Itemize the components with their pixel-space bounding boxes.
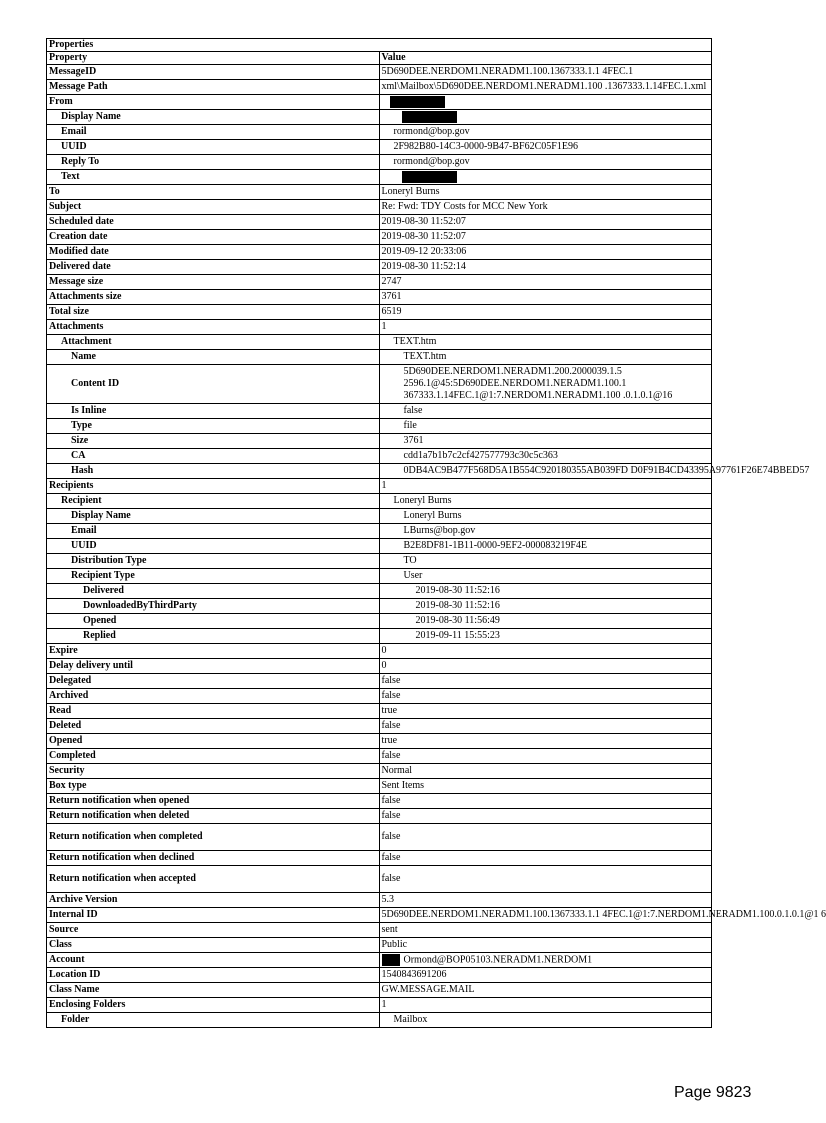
property-label: Total size [47, 305, 380, 320]
table-row [47, 230, 712, 245]
property-value-cell [379, 644, 712, 659]
table-row [47, 155, 712, 170]
table-row [47, 953, 712, 968]
property-value-cell [379, 80, 712, 95]
redaction-box [402, 171, 457, 183]
property-value-cell [379, 824, 712, 851]
property-value: false [381, 873, 401, 884]
table-row [47, 275, 712, 290]
property-value-cell [379, 779, 712, 794]
property-value: Ormond@BOP05103.NERADM1.NERDOM1 [403, 954, 593, 966]
property-value-cell [379, 734, 712, 749]
property-value-cell [379, 365, 712, 404]
property-value-cell [379, 614, 712, 629]
property-label: Return notification when accepted [47, 866, 380, 893]
property-label: Delegated [47, 674, 380, 689]
property-label: Enclosing Folders [47, 998, 380, 1013]
property-value-cell [379, 629, 712, 644]
property-value: Sent Items [381, 780, 424, 791]
table-row [47, 524, 712, 539]
property-value-cell [379, 464, 810, 479]
property-value: 2019-09-11 15:55:23 [415, 630, 500, 641]
property-value: Loneryl Burns [381, 186, 440, 197]
property-value: 2019-08-30 11:52:16 [415, 585, 500, 596]
property-value-cell [379, 893, 712, 908]
property-value: Mailbox [393, 1014, 428, 1025]
properties-table-body [47, 39, 826, 1028]
property-value: Normal [381, 765, 413, 776]
property-value: 5D690DEE.NERDOM1.NERADM1.200.2000039.1.5 2596.1@45:5D690DEE.NERDOM1.NERADM1.100.1 367333.1.14FEC.1@1:7.NERDOM1.NERADM1.100 .0.1.0.1@16 [403, 366, 673, 401]
property-label: Type [47, 419, 380, 434]
property-label: Delay delivery until [47, 659, 380, 674]
property-value: sent [381, 924, 398, 935]
property-value-cell [379, 554, 712, 569]
property-value-cell [379, 335, 712, 350]
property-label: Opened [47, 614, 380, 629]
property-value-cell [379, 938, 712, 953]
header-value: Value [379, 52, 712, 65]
property-label: Recipient [47, 494, 380, 509]
property-value: LBurns@bop.gov [403, 525, 476, 536]
property-value-cell [379, 923, 712, 938]
property-value-cell [379, 125, 712, 140]
table-row [47, 983, 712, 998]
table-row [47, 539, 712, 554]
property-label: Content ID [47, 365, 380, 404]
property-value: rormond@bop.gov [393, 126, 470, 137]
property-value: 0 [381, 645, 387, 656]
property-value: false [381, 720, 401, 731]
property-value-cell [379, 704, 712, 719]
table-row [47, 893, 712, 908]
table-row [47, 140, 712, 155]
property-value: false [381, 675, 401, 686]
property-label: Account [47, 953, 380, 968]
property-value: false [381, 852, 401, 863]
property-label: Expire [47, 644, 380, 659]
property-value: Re: Fwd: TDY Costs for MCC New York [381, 201, 548, 212]
property-value-cell [379, 245, 712, 260]
property-label: Archived [47, 689, 380, 704]
property-label: Return notification when deleted [47, 809, 380, 824]
property-value-cell [379, 140, 712, 155]
table-header-row [47, 52, 712, 65]
header-property: Property [47, 52, 380, 65]
property-value: TEXT.htm [403, 351, 447, 362]
property-value: GW.MESSAGE.MAIL [381, 984, 475, 995]
property-value-cell [379, 110, 712, 125]
property-value-cell [379, 305, 712, 320]
property-value: 2019-08-30 11:56:49 [415, 615, 500, 626]
property-value: file [403, 420, 417, 431]
property-label: Replied [47, 629, 380, 644]
property-value: 1540843691206 [381, 969, 447, 980]
table-row [47, 734, 712, 749]
table-row [47, 968, 712, 983]
property-label: Source [47, 923, 380, 938]
property-value-cell [379, 260, 712, 275]
property-value-cell [379, 569, 712, 584]
property-value-cell [379, 794, 712, 809]
property-value: xml\Mailbox\5D690DEE.NERDOM1.NERADM1.100 .1367333.1.14FEC.1.xml [381, 81, 707, 92]
property-value-cell [379, 983, 712, 998]
table-row [47, 509, 712, 524]
property-value: Loneryl Burns [393, 495, 452, 506]
table-row [47, 923, 712, 938]
property-label: MessageID [47, 65, 380, 80]
property-value: Public [381, 939, 408, 950]
table-row [47, 464, 712, 479]
property-value: 3761 [381, 291, 402, 302]
property-value: false [403, 405, 423, 416]
property-value-cell [379, 95, 712, 110]
property-label: Distribution Type [47, 554, 380, 569]
property-value-cell [379, 449, 712, 464]
property-value: 5D690DEE.NERDOM1.NERADM1.100.1367333.1.1 4FEC.1@1:7.NERDOM1.NERADM1.100.0.1.0.1@1 6 [381, 909, 826, 920]
property-label: Hash [47, 464, 380, 479]
property-value: TO [403, 555, 417, 566]
property-label: Attachments [47, 320, 380, 335]
property-value: rormond@bop.gov [393, 156, 470, 167]
property-value-cell [379, 719, 712, 734]
property-value: 0 [381, 660, 387, 671]
property-label: Recipient Type [47, 569, 380, 584]
table-row [47, 764, 712, 779]
property-label: Internal ID [47, 908, 380, 923]
table-row [47, 200, 712, 215]
property-value-cell [379, 764, 712, 779]
property-label: Class [47, 938, 380, 953]
table-row [47, 434, 712, 449]
property-value-cell [379, 809, 712, 824]
property-label: Attachment [47, 335, 380, 350]
property-label: Return notification when opened [47, 794, 380, 809]
table-row [47, 866, 712, 893]
table-row [47, 614, 712, 629]
property-value: true [381, 705, 398, 716]
table-row [47, 629, 712, 644]
table-row [47, 404, 712, 419]
table-row [47, 80, 712, 95]
property-label: Display Name [47, 110, 380, 125]
table-row [47, 95, 712, 110]
property-label: UUID [47, 140, 380, 155]
property-label: Text [47, 170, 380, 185]
property-label: Delivered [47, 584, 380, 599]
table-row [47, 584, 712, 599]
table-row [47, 704, 712, 719]
property-label: From [47, 95, 380, 110]
property-value: false [381, 750, 401, 761]
property-label: Return notification when declined [47, 851, 380, 866]
property-label: Creation date [47, 230, 380, 245]
property-value-cell [379, 434, 712, 449]
property-value-cell [379, 998, 712, 1013]
property-label: Opened [47, 734, 380, 749]
property-value-cell [379, 968, 712, 983]
property-value-cell [379, 320, 712, 335]
property-value-cell [379, 584, 712, 599]
property-value-cell [379, 404, 712, 419]
property-value-cell [379, 749, 712, 764]
property-value-cell [379, 185, 712, 200]
property-value: 1 [381, 999, 387, 1010]
property-value: 2019-08-30 11:52:07 [381, 231, 466, 242]
property-value: 2F982B80-14C3-0000-9B47-BF62C05F1E96 [393, 141, 578, 152]
property-label: Name [47, 350, 380, 365]
property-label: Display Name [47, 509, 380, 524]
property-value-cell [379, 659, 712, 674]
property-label: Completed [47, 749, 380, 764]
property-value-cell [379, 674, 712, 689]
property-value-cell [379, 494, 712, 509]
table-row [47, 794, 712, 809]
table-row [47, 494, 712, 509]
table-row [47, 908, 712, 923]
property-label: Message Path [47, 80, 380, 95]
property-value-cell [379, 275, 712, 290]
table-title: Properties [47, 39, 712, 52]
property-value: 5.3 [381, 894, 394, 905]
property-label: Return notification when completed [47, 824, 380, 851]
property-value-cell [379, 524, 712, 539]
redaction-box [382, 954, 400, 966]
property-value-cell [379, 509, 712, 524]
property-value-cell [379, 479, 712, 494]
property-label: Attachments size [47, 290, 380, 305]
property-value-cell [379, 689, 712, 704]
table-row [47, 335, 712, 350]
table-row [47, 824, 712, 851]
table-row [47, 779, 712, 794]
table-row [47, 851, 712, 866]
property-label: CA [47, 449, 380, 464]
property-value-cell [379, 155, 712, 170]
property-value-cell [379, 215, 712, 230]
property-label: Size [47, 434, 380, 449]
property-label: Modified date [47, 245, 380, 260]
property-value-cell [379, 908, 826, 923]
property-value: false [381, 690, 401, 701]
property-value: Loneryl Burns [403, 510, 462, 521]
table-row [47, 350, 712, 365]
property-value-cell [379, 65, 712, 80]
property-label: DownloadedByThirdParty [47, 599, 380, 614]
table-row [47, 110, 712, 125]
property-value: 2019-09-12 20:33:06 [381, 246, 467, 257]
table-row [47, 320, 712, 335]
properties-table [46, 38, 826, 1028]
property-value: 1 [381, 321, 387, 332]
property-value: TEXT.htm [393, 336, 437, 347]
property-label: Email [47, 125, 380, 140]
property-label: Recipients [47, 479, 380, 494]
page-number: Page 9823 [674, 1084, 752, 1101]
table-row [47, 419, 712, 434]
table-row [47, 719, 712, 734]
table-row [47, 449, 712, 464]
table-row [47, 554, 712, 569]
property-value: 2019-08-30 11:52:14 [381, 261, 466, 272]
property-label: Deleted [47, 719, 380, 734]
property-label: UUID [47, 539, 380, 554]
property-value-cell [379, 953, 712, 968]
property-value-cell [379, 170, 712, 185]
property-value: false [381, 810, 401, 821]
table-row [47, 644, 712, 659]
table-row [47, 809, 712, 824]
property-value: 2019-08-30 11:52:07 [381, 216, 466, 227]
table-row [47, 170, 712, 185]
table-row [47, 185, 712, 200]
property-value-cell [379, 599, 712, 614]
property-value-cell [379, 419, 712, 434]
table-row [47, 689, 712, 704]
table-title-row [47, 39, 712, 52]
property-value: 6519 [381, 306, 402, 317]
table-row [47, 245, 712, 260]
table-row [47, 215, 712, 230]
property-value-cell [379, 230, 712, 245]
property-value: User [403, 570, 423, 581]
property-value-cell [379, 350, 712, 365]
table-row [47, 674, 712, 689]
redaction-box [390, 96, 445, 108]
table-row [47, 305, 712, 320]
table-row [47, 290, 712, 305]
property-label: Location ID [47, 968, 380, 983]
property-value-cell [379, 539, 712, 554]
property-value-cell [379, 290, 712, 305]
property-label: Subject [47, 200, 380, 215]
table-row [47, 749, 712, 764]
table-row [47, 1013, 712, 1028]
property-value: 2747 [381, 276, 402, 287]
property-value: false [381, 831, 401, 842]
property-value-cell [379, 851, 712, 866]
table-row [47, 938, 712, 953]
property-label: Class Name [47, 983, 380, 998]
table-row [47, 260, 712, 275]
property-label: Scheduled date [47, 215, 380, 230]
property-label: To [47, 185, 380, 200]
property-value: true [381, 735, 398, 746]
property-value: 1 [381, 480, 387, 491]
table-row [47, 569, 712, 584]
property-label: Reply To [47, 155, 380, 170]
table-row [47, 479, 712, 494]
table-row [47, 125, 712, 140]
property-value-cell [379, 200, 712, 215]
property-value: 5D690DEE.NERDOM1.NERADM1.100.1367333.1.1 4FEC.1 [381, 66, 634, 77]
property-label: Archive Version [47, 893, 380, 908]
table-row [47, 659, 712, 674]
redaction-box [402, 111, 457, 123]
property-value: false [381, 795, 401, 806]
property-value: 3761 [403, 435, 424, 446]
property-value: 2019-08-30 11:52:16 [415, 600, 500, 611]
property-label: Security [47, 764, 380, 779]
property-label: Email [47, 524, 380, 539]
property-label: Is Inline [47, 404, 380, 419]
property-label: Folder [47, 1013, 380, 1028]
table-row [47, 65, 712, 80]
table-row [47, 998, 712, 1013]
property-value: 0DB4AC9B477F568D5A1B554C920180355AB039FD D0F91B4CD43395A97761F26E74BBED57 [403, 465, 810, 476]
property-value-cell [379, 866, 712, 893]
table-row [47, 365, 712, 404]
property-value: cdd1a7b1b7c2cf427577793c30c5c363 [403, 450, 558, 461]
property-label: Box type [47, 779, 380, 794]
property-value-cell [379, 1013, 712, 1028]
property-label: Message size [47, 275, 380, 290]
property-label: Delivered date [47, 260, 380, 275]
property-value: B2E8DF81-1B11-0000-9EF2-000083219F4E [403, 540, 588, 551]
table-row [47, 599, 712, 614]
property-label: Read [47, 704, 380, 719]
